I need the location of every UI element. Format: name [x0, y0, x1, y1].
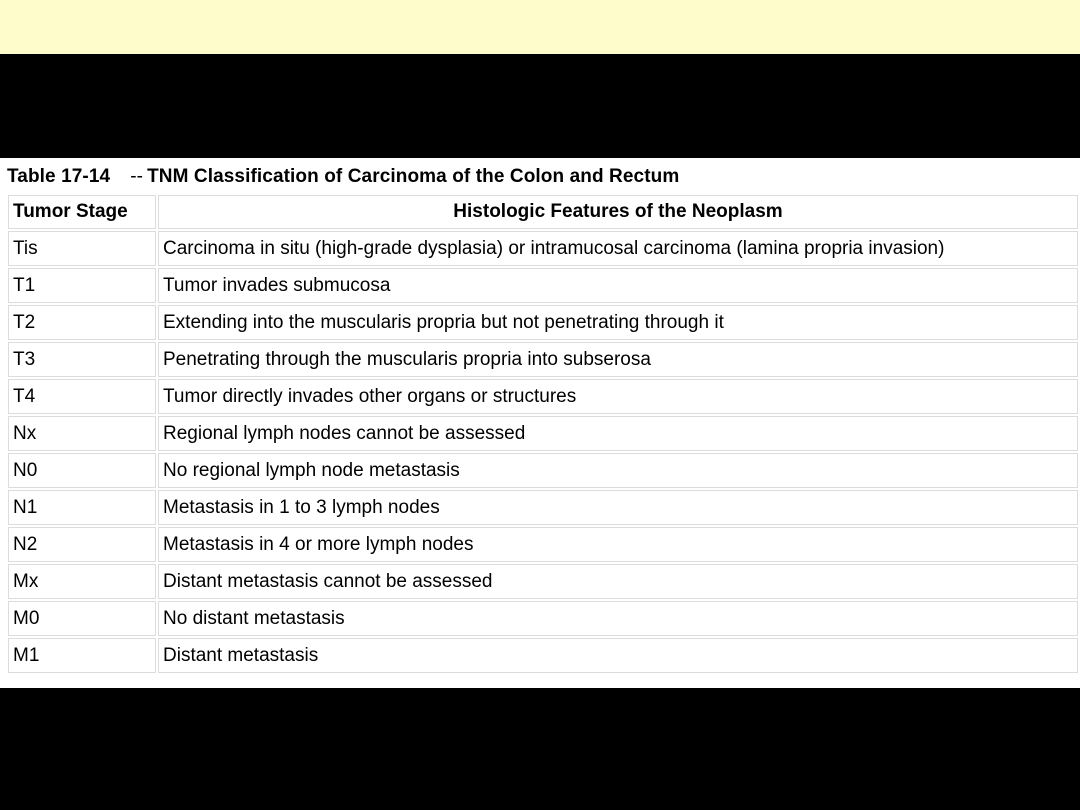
table-row [8, 453, 1078, 488]
stage-cell: M1 [8, 638, 156, 673]
feature-cell: Tumor directly invades other organs or structures [158, 379, 1078, 414]
table-row [8, 342, 1078, 377]
table-row [8, 527, 1078, 562]
table-title: TNM Classification of Carcinoma of the Colon and Rectum [147, 166, 680, 187]
title-band [0, 54, 1080, 158]
feature-cell: No distant metastasis [158, 601, 1078, 636]
stage-cell: N0 [8, 453, 156, 488]
feature-cell: Extending into the muscularis propria but not penetrating through it [158, 305, 1078, 340]
stage-cell: T1 [8, 268, 156, 303]
stage-cell: T2 [8, 305, 156, 340]
feature-cell: Regional lymph nodes cannot be assessed [158, 416, 1078, 451]
header-row [8, 195, 1078, 229]
table-caption [7, 166, 679, 188]
stage-cell: T4 [8, 379, 156, 414]
stage-cell: Mx [8, 564, 156, 599]
feature-cell: Carcinoma in situ (high-grade dysplasia) or intramucosal carcinoma (lamina propria invasion) [158, 231, 1078, 266]
table-row [8, 379, 1078, 414]
table-number: Table 17-14 [7, 166, 111, 187]
stage-cell: M0 [8, 601, 156, 636]
table-panel [0, 158, 1080, 688]
tnm-table [6, 193, 1080, 675]
table-row [8, 305, 1078, 340]
feature-cell: Distant metastasis cannot be assessed [158, 564, 1078, 599]
header-histologic-features: Histologic Features of the Neoplasm [158, 195, 1078, 229]
feature-cell: Metastasis in 1 to 3 lymph nodes [158, 490, 1078, 525]
table-row [8, 490, 1078, 525]
table-row [8, 564, 1078, 599]
stage-cell: Nx [8, 416, 156, 451]
feature-cell: Metastasis in 4 or more lymph nodes [158, 527, 1078, 562]
bottom-band [0, 688, 1080, 810]
stage-cell: Tis [8, 231, 156, 266]
feature-cell: No regional lymph node metastasis [158, 453, 1078, 488]
top-band [0, 0, 1080, 54]
table-row [8, 601, 1078, 636]
caption-separator: -- [130, 166, 144, 187]
feature-cell: Tumor invades submucosa [158, 268, 1078, 303]
table-row [8, 416, 1078, 451]
stage-cell: N2 [8, 527, 156, 562]
feature-cell: Penetrating through the muscularis propria into subserosa [158, 342, 1078, 377]
header-tumor-stage: Tumor Stage [8, 195, 156, 229]
table-row [8, 638, 1078, 673]
table-row [8, 231, 1078, 266]
stage-cell: T3 [8, 342, 156, 377]
feature-cell: Distant metastasis [158, 638, 1078, 673]
table-row [8, 268, 1078, 303]
stage-cell: N1 [8, 490, 156, 525]
